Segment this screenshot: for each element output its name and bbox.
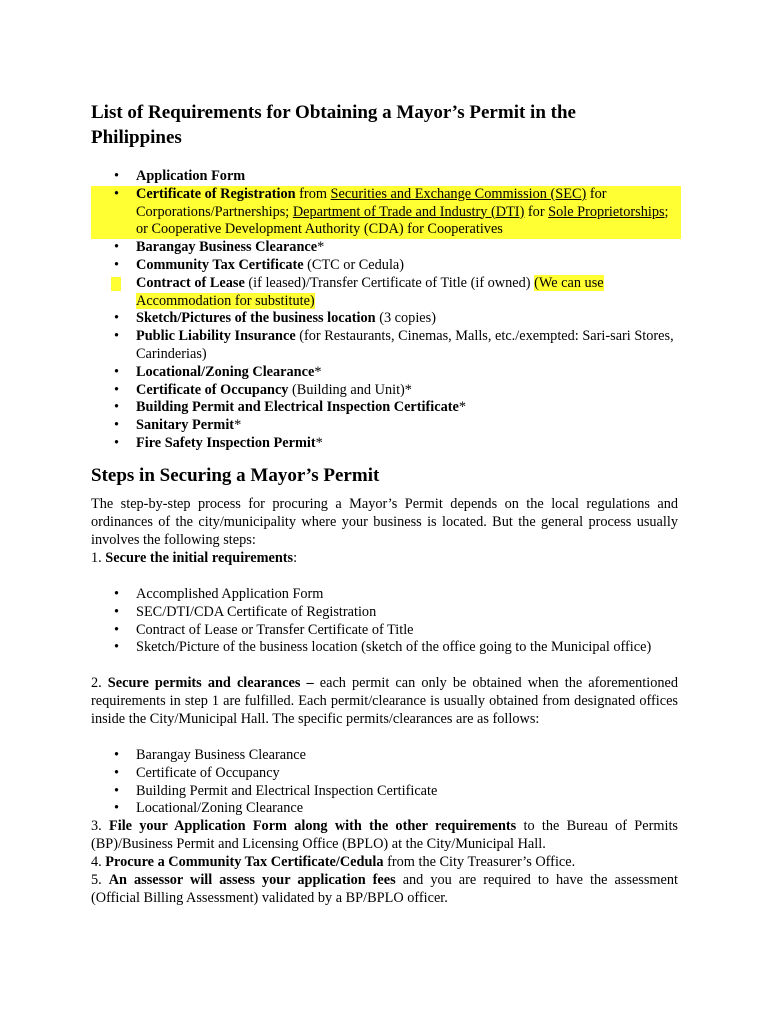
sole-proprietorships-link[interactable]: Sole Proprietorships [548,203,665,220]
list-item: • Sketch/Picture of the business location (sketch of the office going to the Municipal office) [91,639,681,657]
step-2: 2. Secure permits and clearances – each permit can only be obtained when the aforementioned requirements in step 1 are fulfilled. Each permit/clearance is usually obtained from designated offices inside the City/Municipal Hall. The specific permits/clearances are as follows: [91,675,678,727]
list-item: • Sketch/Pictures of the business location (3 copies) [91,310,681,328]
step-4: 4. Procure a Community Tax Certificate/Cedula from the City Treasurer’s Office. [91,854,576,870]
list-item: • Locational/Zoning Clearance [91,800,681,818]
list-item: • Building Permit and Electrical Inspection Certificate* [91,399,681,417]
list-item: • Accomplished Application Form [91,586,681,604]
list-item: • Barangay Business Clearance [91,747,681,765]
list-item: • Certificate of Occupancy [91,765,681,783]
dti-link[interactable]: Department of Trade and Industry (DTI) [292,203,525,220]
list-item: • Public Liability Insurance (for Restaurants, Cinemas, Malls, etc./exempted: Sari-sari Stores, Carinderias) [91,328,681,364]
sec-link[interactable]: Securities and Exchange Commission (SEC) [330,185,587,202]
step-3: 3. File your Application Form along with the other requirements to the Bureau of Permits (BP)/Business Permit and Licensing Office (BPLO) at the City/Municipal Hall. [91,818,678,852]
list-item: • Sanitary Permit* [91,417,681,435]
highlighted-note: (We can use Accommodation for substitute) [136,274,604,309]
intro-paragraph: The step-by-step process for procuring a Mayor’s Permit depends on the local regulations and ordinances of the city/municipality where your business is located. But the general process usually involves the following steps: [91,496,678,548]
step-2-list [91,747,681,818]
list-item: • Contract of Lease (if leased)/Transfer Certificate of Title (if owned) (We can use Accommodation for substitute) [91,275,681,311]
step-1: 1. Secure the initial requirements: [91,550,298,566]
step-5: 5. An assessor will assess your application fees and you are required to have the assessment (Official Billing Assessment) validated by a BP/BPLO officer. [91,872,679,906]
list-item: • SEC/DTI/CDA Certificate of Registration [91,604,681,622]
list-item: • Contract of Lease or Transfer Certificate of Title [91,622,681,640]
step-1-list [91,586,681,657]
list-item: • Building Permit and Electrical Inspection Certificate [91,783,681,801]
bullet-highlight [111,277,121,291]
list-item: • Community Tax Certificate (CTC or Cedula) [91,257,681,275]
list-item: • Certificate of Occupancy (Building and Unit)* [91,382,681,400]
list-item: • Locational/Zoning Clearance* [91,364,681,382]
list-item: • Application Form [91,168,681,186]
list-item: • Fire Safety Inspection Permit* [91,435,681,453]
list-item: • Barangay Business Clearance* [91,239,681,257]
requirements-list [91,168,681,453]
list-item-highlighted: • Certificate of Registration from Securities and Exchange Commission (SEC) for Corporations/Partnerships; Department of Trade and Industry (DTI) for Sole Proprietorships; or Cooperative Development Authority (CDA) for Cooperatives [91,186,681,239]
page-title: List of Requirements for Obtaining a Mayor’s Permit in the Philippines [91,102,576,148]
section-heading: Steps in Securing a Mayor’s Permit [91,465,380,486]
